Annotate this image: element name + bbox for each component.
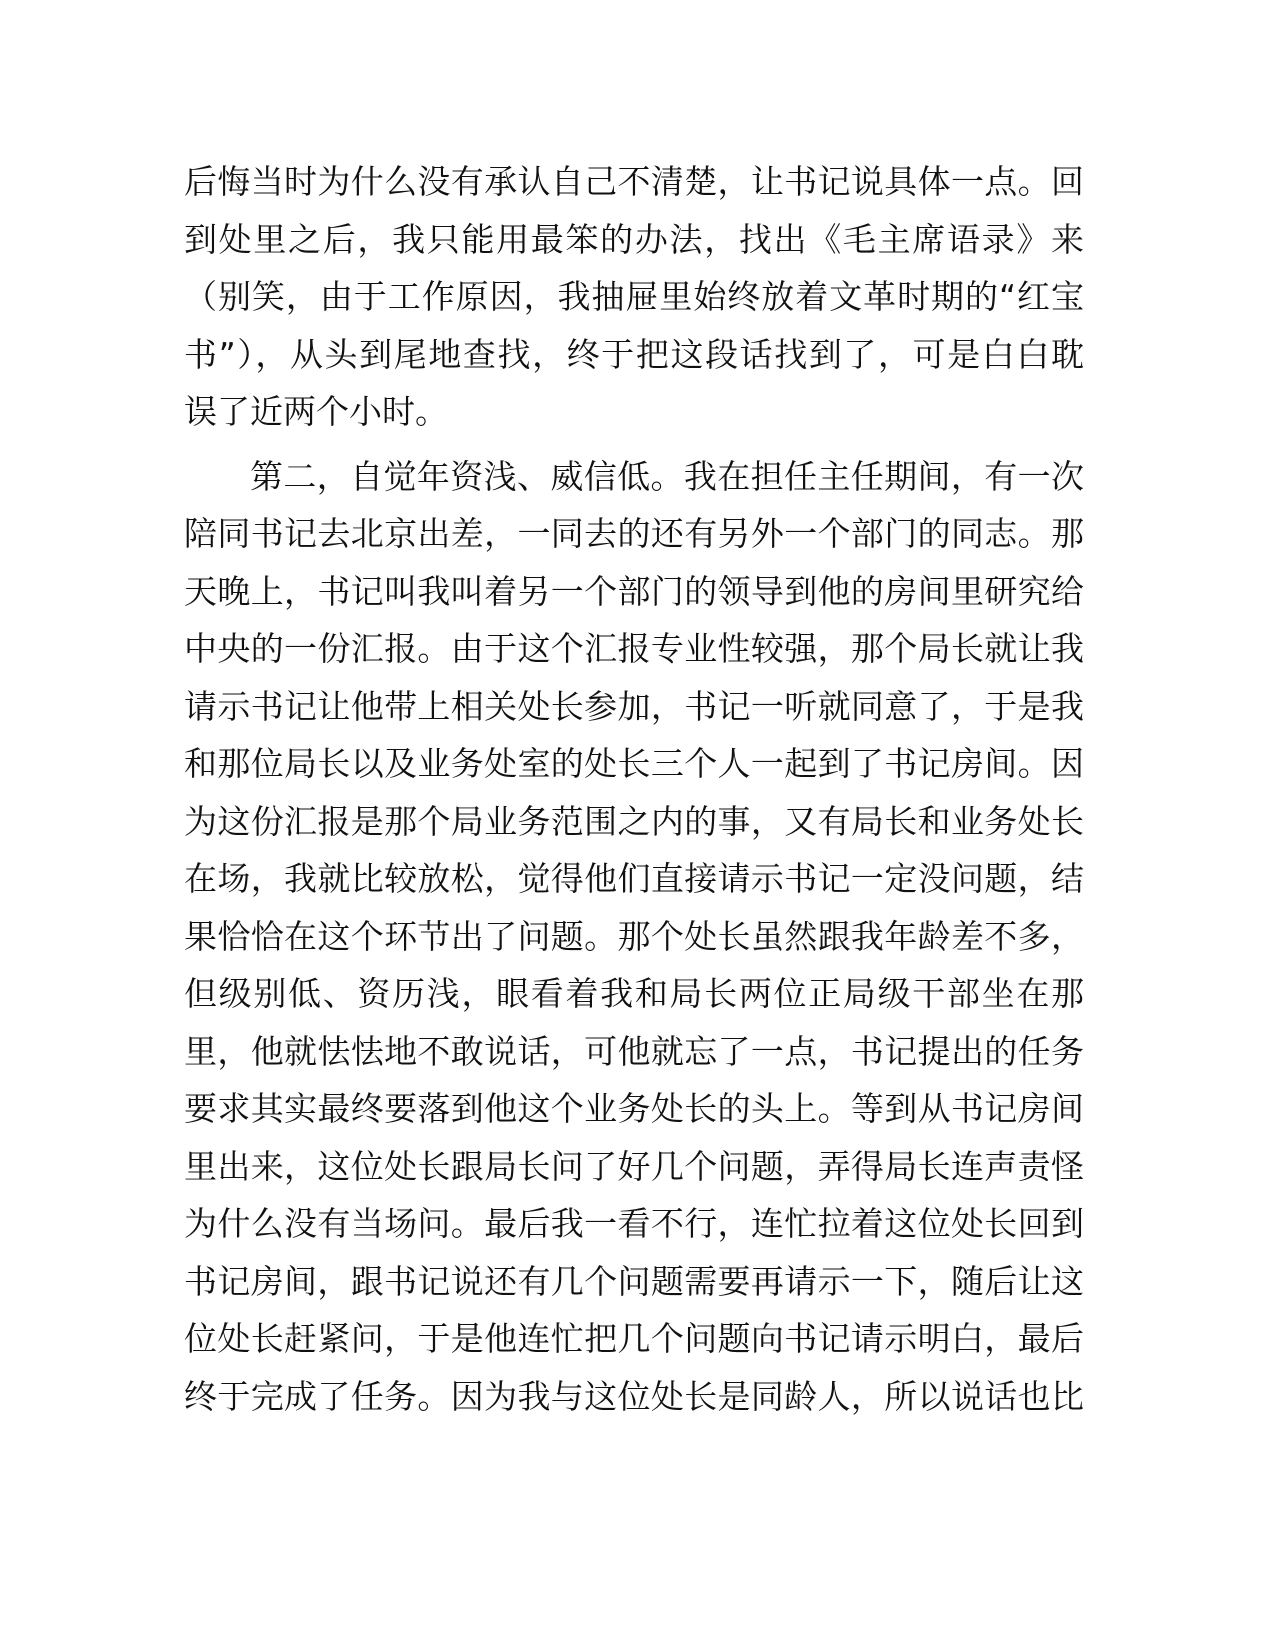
text-line: 和那位局长以及业务处室的处长三个人一起到了书记房间。因 [184, 744, 1084, 783]
text-line: 书”），从头到尾地查找，终于把这段话找到了，可是白白耽 [184, 334, 1084, 374]
text-line: 书记房间，跟书记说还有几个问题需要再请示一下，随后让这 [184, 1261, 1084, 1301]
text-line: 在场，我就比较放松，觉得他们直接请示书记一定没问题，结 [184, 859, 1084, 898]
text-line: 里出来，这位处长跟局长问了好几个问题，弄得局长连声责怪 [184, 1146, 1084, 1186]
text-line: （别笑，由于工作原因，我抽屉里始终放着文革时期的“红宝 [184, 277, 1084, 316]
body-text [184, 153, 1084, 1425]
text-line: 为什么没有当场问。最后我一看不行，连忙拉着这位处长回到 [184, 1204, 1084, 1243]
text-line: 里，他就怯怯地不敢说话，可他就忘了一点，书记提出的任务 [184, 1031, 1084, 1071]
text-line: 中央的一份汇报。由于这个汇报专业性较强，那个局长就让我 [184, 629, 1084, 668]
text-line: 果恰恰在这个环节出了问题。那个处长虽然跟我年龄差不多， [184, 916, 1084, 956]
text-line: 请示书记让他带上相关处长参加，书记一听就同意了，于是我 [184, 686, 1084, 726]
text-line: 后悔当时为什么没有承认自己不清楚，让书记说具体一点。回 [184, 162, 1084, 201]
text-line: 终于完成了任务。因为我与这位处长是同龄人，所以说话也比 [184, 1376, 1084, 1416]
text-line: 要求其实最终要落到他这个业务处长的头上。等到从书记房间 [184, 1089, 1084, 1128]
text-line: 到处里之后，我只能用最笨的办法，找出《毛主席语录》来 [184, 219, 1084, 259]
text-line: 但级别低、资历浅，眼看着我和局长两位正局级干部坐在那 [184, 974, 1084, 1013]
text-line: 位处长赶紧问，于是他连忙把几个问题向书记请示明白，最后 [184, 1319, 1084, 1358]
paragraph-second-point [184, 448, 1084, 1426]
text-line: 为这份汇报是那个局业务范围之内的事，又有局长和业务处长 [184, 801, 1084, 841]
text-line: 陪同书记去北京出差，一同去的还有另外一个部门的同志。那 [184, 514, 1084, 553]
text-line: 第二，自觉年资浅、威信低。我在担任主任期间，有一次 [250, 456, 1084, 496]
text-line: 天晚上，书记叫我叫着另一个部门的领导到他的房间里研究给 [184, 571, 1084, 611]
paragraph-continuation [184, 153, 1084, 441]
text-line: 误了近两个小时。 [184, 392, 448, 431]
